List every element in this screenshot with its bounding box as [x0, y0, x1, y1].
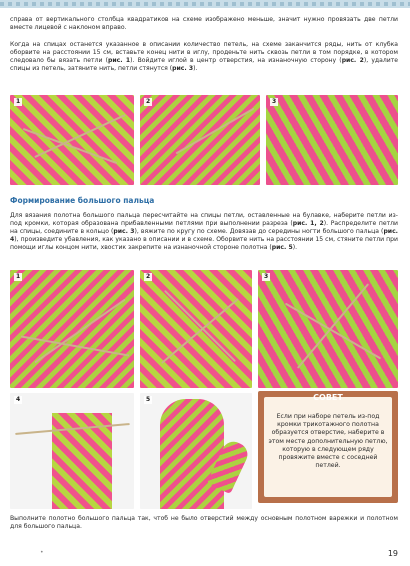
section-text: ), вяжите по кругу по схеме. Довязав до середины ногти большого пальца (	[134, 228, 384, 236]
photo-top-2	[140, 95, 260, 185]
section-text: ), произведите убавления, как указано в описании и в схеме. Оборвите нить на расстоянии 15 см, стяните петли при помощи иглы концом нити, хвостик закрепите на изнаночной стороне полотна (	[10, 236, 398, 252]
figure-ref: рис. 5	[271, 244, 293, 252]
intro-text: ), удалите спицы из петель, затяните нить, петли стянутся (	[10, 57, 399, 73]
section-text: ). Распределите петли на спицы, соедините в кольцо (	[10, 220, 398, 236]
section-text: ).	[292, 244, 298, 252]
figure-ref: рис. 3	[113, 228, 135, 236]
photo-number: 3	[264, 273, 269, 280]
photo-middle-2	[140, 270, 252, 388]
section-paragraph	[10, 212, 398, 252]
top-decorative-band	[0, 0, 410, 8]
knitting-needle	[23, 128, 118, 164]
knitting-needle	[21, 335, 130, 356]
mitten-part	[160, 399, 224, 509]
page-mark: •	[40, 549, 44, 556]
footer-paragraph: Выполните полотно большого пальца так, чтоб не было отверстий между основным полотном варежки и полотном для большого пальца.	[10, 515, 398, 531]
figure-ref: рис. 2	[341, 57, 364, 65]
figure-ref: рис. 1	[107, 57, 131, 65]
photo-number: 2	[146, 98, 151, 105]
photo-bottom-5	[140, 393, 252, 509]
band-pattern	[0, 2, 410, 6]
photo-top-1	[10, 95, 134, 185]
photo-number: 4	[16, 396, 21, 403]
intro-text-1: справа от вертикального столбца квадратиков на схеме изображено меньше, значит нужно провязать две петли вместе лицевой с наклоном вправо.	[10, 16, 398, 32]
photo-number: 3	[272, 98, 277, 105]
intro-text: ).	[193, 65, 198, 73]
figure-ref: рис. 3	[172, 65, 194, 73]
intro-text: Когда на спицах останется указанное в описании количество петель, на схеме заканчится ряды, нить от клубка оборвите на расстоянии 15 см, вставьте конец нити в иглу, проденьте нить сквозь петли в том порядке, в котором следовало бы вязать петли (	[10, 41, 398, 65]
figure-ref: рис. 4	[10, 228, 398, 244]
section-text: Для вязания полотна большого пальца пересчитайте на спицы петли, оставленные на булавке, наберите петли из-под кромки, которая образована прибавленными петлями при выполнении разреза (	[10, 212, 398, 228]
tip-title: СОВЕТ	[313, 393, 343, 402]
intro-text: ). Войдите иглой в центр отверстия, на изнаночную сторону (	[130, 57, 342, 65]
photo-number: 1	[16, 273, 21, 280]
knitting-needle	[285, 303, 381, 360]
figure-ref: рис. 1, 2	[292, 220, 324, 228]
photo-middle-1	[10, 270, 134, 388]
knitting-needle	[297, 283, 369, 369]
photo-bottom-4	[10, 393, 134, 509]
intro-paragraph-2	[10, 41, 398, 73]
photo-number: 1	[16, 98, 21, 105]
tip-text: Если при наборе петель из-под кромки трикотажного полотна образуется отверстие, наберите в этом месте дополнительную петлю, которую в следующем ряду провяжите вместе с соседней петлей.	[268, 413, 388, 470]
photo-top-3	[266, 95, 398, 185]
photo-number: 2	[146, 273, 151, 280]
page-number: 19	[387, 549, 398, 558]
tip-box	[258, 391, 398, 503]
intro-paragraph-1	[10, 16, 398, 32]
knitting-needle	[176, 108, 255, 155]
section-heading: Формирование большого пальца	[10, 196, 155, 205]
photo-number: 5	[146, 396, 151, 403]
photo-middle-3	[258, 270, 398, 388]
